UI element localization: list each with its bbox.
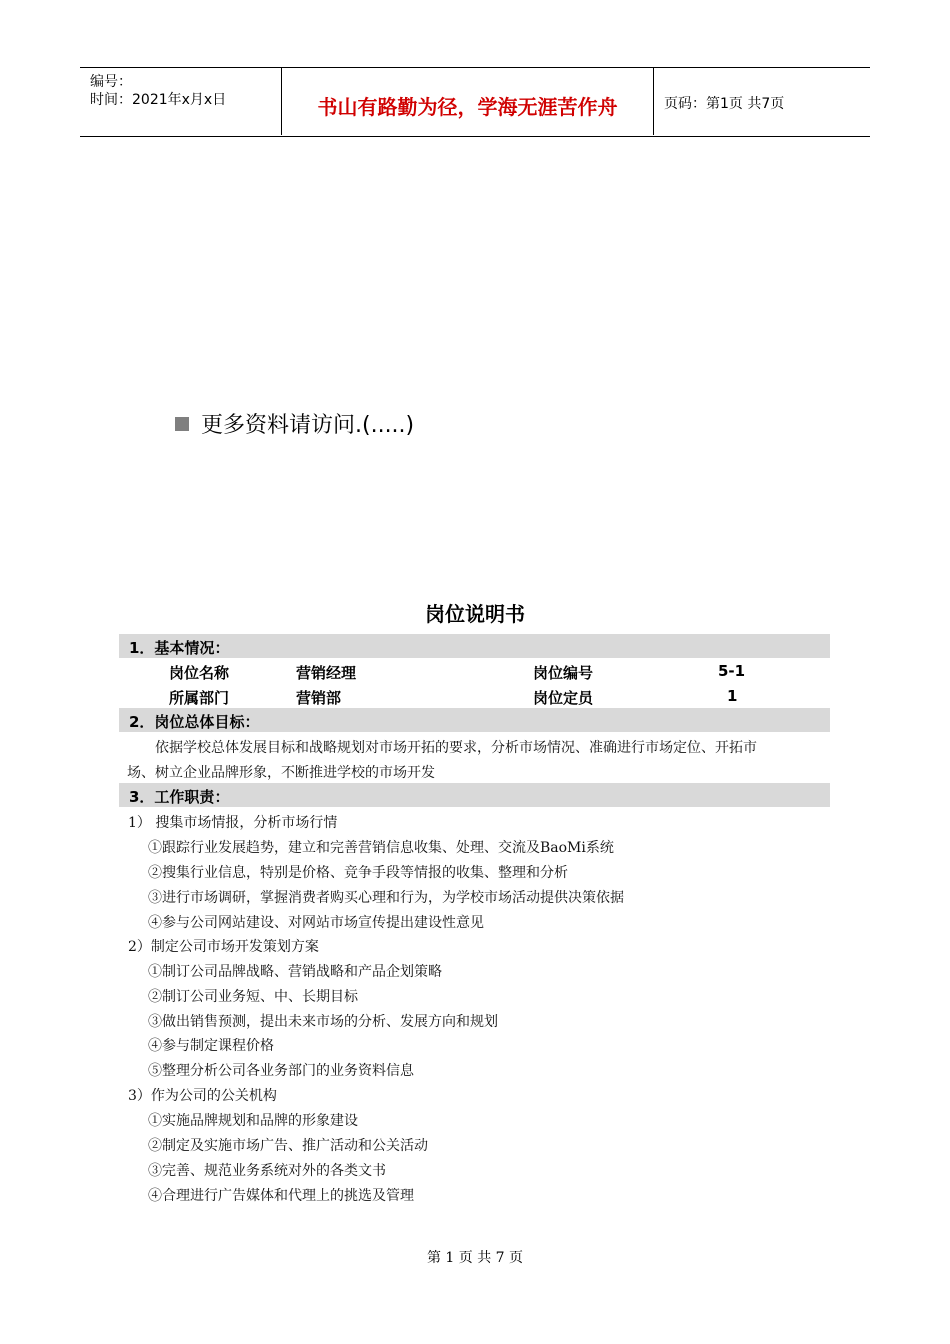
duty-item: ①跟踪行业发展趋势，建立和完善营销信息收集、处理、交流及BaoMi系统: [148, 840, 614, 856]
number-label: 编号：: [90, 74, 132, 90]
duty-item: ④合理进行广告媒体和代理上的挑选及管理: [148, 1188, 414, 1204]
duty-item: ②制订公司业务短、中、长期目标: [148, 989, 358, 1005]
page-footer: 第 1 页 共 7 页: [426, 1250, 524, 1266]
duty-item: ③进行市场调研，掌握消费者购买心理和行为，为学校市场活动提供决策依据: [148, 890, 624, 906]
more-resources-text: 更多资料请访问.(.....): [201, 413, 415, 438]
duty-item: ④参与制定课程价格: [148, 1038, 274, 1054]
field-value: 1: [727, 687, 738, 705]
duty-group-title: 1） 搜集市场情报，分析市场行情: [128, 815, 338, 831]
field-label: 所属部门: [169, 689, 230, 707]
duty-group-title: 3）作为公司的公关机构: [128, 1088, 277, 1104]
section-heading-basic: [119, 634, 830, 658]
field-value: 5-1: [718, 662, 746, 680]
field-value: 营销经理: [296, 664, 357, 682]
duty-item: ④参与公司网站建设、对网站市场宣传提出建设性意见: [148, 915, 484, 931]
square-bullet-icon: [175, 417, 189, 431]
section-heading-duties: [119, 783, 830, 807]
goal-text-line: 依据学校总体发展目标和战略规划对市场开拓的要求，分析市场情况、准确进行市场定位、开拓市: [155, 740, 757, 756]
more-resources-line: [175, 408, 414, 439]
time-label: 时间：2021年x月x日: [90, 92, 227, 108]
page-info: 页码：第1页 共7页: [664, 96, 785, 112]
section-heading-text: 2．岗位总体目标：: [129, 713, 260, 731]
field-value: 营销部: [296, 689, 342, 707]
field-label: 岗位编号: [533, 664, 594, 682]
duty-item: ③做出销售预测，提出未来市场的分析、发展方向和规划: [148, 1014, 498, 1030]
section-heading-text: 1．基本情况：: [129, 639, 230, 657]
duty-item: ①实施品牌规划和品牌的形象建设: [148, 1113, 358, 1129]
field-label: 岗位名称: [169, 664, 230, 682]
motto: 书山有路勤为径，学海无涯苦作舟: [317, 95, 618, 119]
duty-item: ③完善、规范业务系统对外的各类文书: [148, 1163, 386, 1179]
duty-item: ②制定及实施市场广告、推广活动和公关活动: [148, 1138, 428, 1154]
duty-group-title: 2）制定公司市场开发策划方案: [128, 939, 319, 955]
duty-item: ②搜集行业信息，特别是价格、竞争手段等情报的收集、整理和分析: [148, 865, 568, 881]
goal-text-line: 场、树立企业品牌形象，不断推进学校的市场开发: [127, 765, 435, 781]
duty-item: ①制订公司品牌战略、营销战略和产品企划策略: [148, 964, 442, 980]
section-heading-text: 3．工作职责：: [129, 788, 230, 806]
document-title: 岗位说明书: [425, 602, 525, 626]
section-heading-goal: [119, 708, 830, 732]
header-middle-cell: [282, 67, 654, 135]
header-left-cell: [80, 67, 282, 135]
field-label: 岗位定员: [533, 689, 594, 707]
duty-item: ⑤整理分析公司各业务部门的业务资料信息: [148, 1063, 414, 1079]
